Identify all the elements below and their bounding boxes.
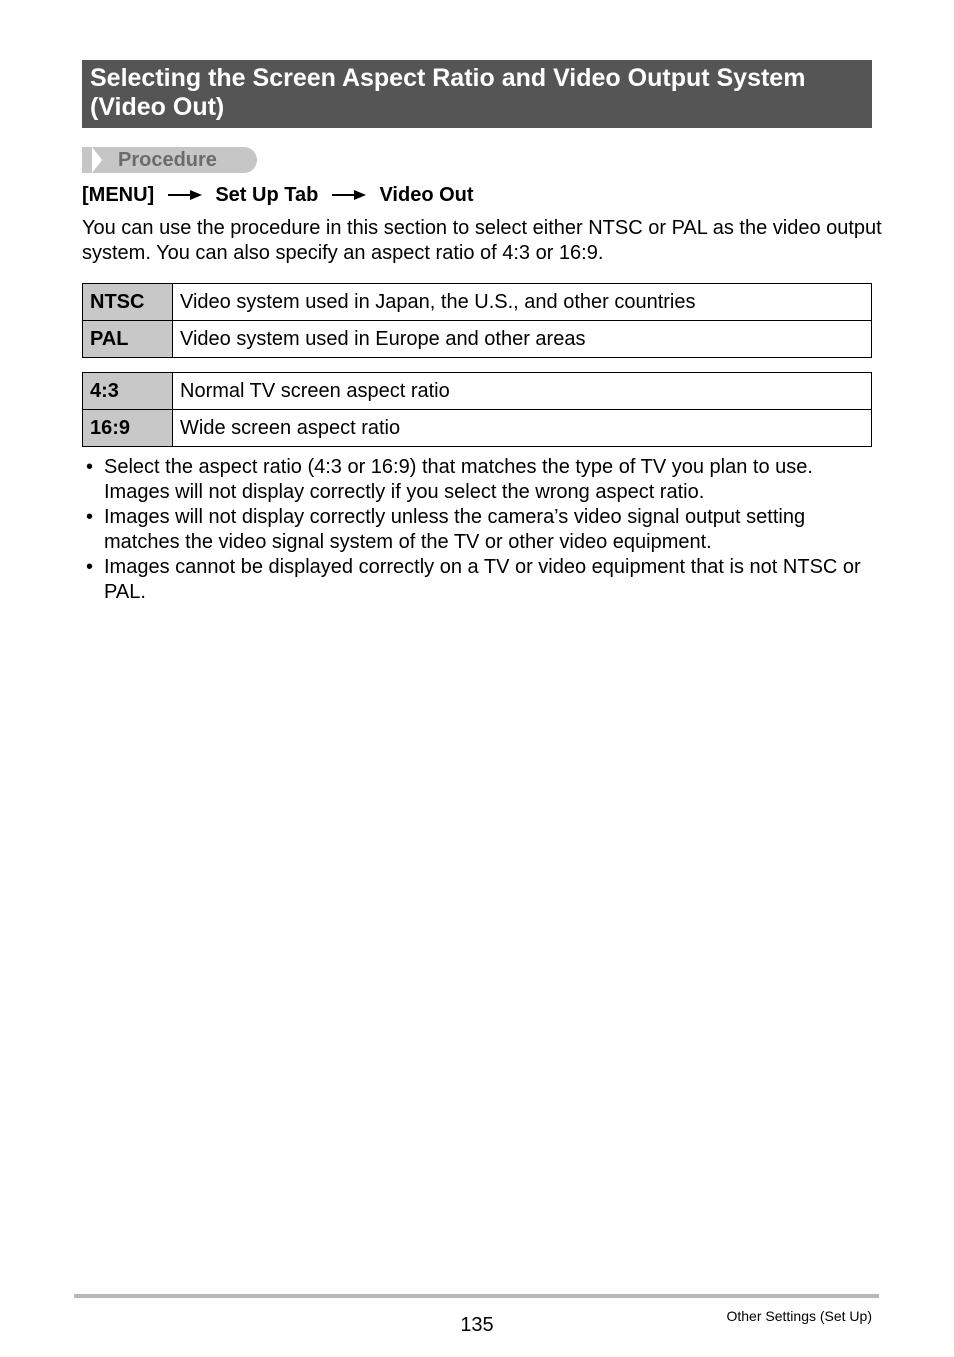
table-key: PAL: [83, 321, 173, 358]
menu-path-step-video-out: Video Out: [379, 184, 474, 206]
note-text: Images will not display correctly unless the camera’s video signal output setting matches the video signal system of the TV or other video equipment.: [104, 506, 806, 553]
bullet-icon: •: [86, 506, 94, 528]
list-item: [82, 505, 882, 555]
page-title-line-1: Selecting the Screen Aspect Ratio and Video Output System: [90, 64, 806, 92]
table-row: [83, 410, 872, 447]
table-description: Video system used in Europe and other areas: [173, 321, 872, 358]
note-text: Select the aspect ratio (4:3 or 16:9) that matches the type of TV you plan to use. Images will not display correctly if you select the wrong aspect ratio.: [104, 456, 813, 503]
notes-list: [82, 455, 882, 605]
menu-path-step-menu: [MENU]: [82, 184, 155, 206]
arrow-right-icon: [168, 188, 202, 202]
page-title-line-2: (Video Out): [90, 93, 225, 121]
menu-path-step-setup-tab: Set Up Tab: [215, 184, 319, 206]
intro-paragraph: You can use the procedure in this section to select either NTSC or PAL as the video output system. You can also specify an aspect ratio of 4:3 or 16:9.: [82, 217, 882, 264]
table-row: [83, 373, 872, 410]
footer-divider: [74, 1294, 879, 1298]
list-item: [82, 455, 882, 505]
note-text: Images cannot be displayed correctly on a TV or video equipment that is not NTSC or PAL.: [104, 556, 861, 603]
video-system-table: [82, 283, 872, 358]
list-item: [82, 555, 882, 605]
table-key: NTSC: [83, 284, 173, 321]
bullet-icon: •: [86, 456, 94, 478]
page-number: 135: [460, 1314, 494, 1336]
arrow-right-icon: [332, 188, 366, 202]
footer-section-name: Other Settings (Set Up): [726, 1308, 872, 1324]
aspect-ratio-table: [82, 372, 872, 447]
table-description: Normal TV screen aspect ratio: [173, 373, 872, 410]
table-row: [83, 284, 872, 321]
table-row: [83, 321, 872, 358]
table-key: 16:9: [83, 410, 173, 447]
procedure-label: Procedure: [118, 149, 217, 171]
table-key: 4:3: [83, 373, 173, 410]
page-title: [82, 60, 872, 128]
menu-path: [82, 183, 474, 207]
chevron-right-icon: [92, 147, 102, 173]
procedure-tag: [82, 147, 257, 173]
table-description: Wide screen aspect ratio: [173, 410, 872, 447]
bullet-icon: •: [86, 556, 94, 578]
table-description: Video system used in Japan, the U.S., and other countries: [173, 284, 872, 321]
